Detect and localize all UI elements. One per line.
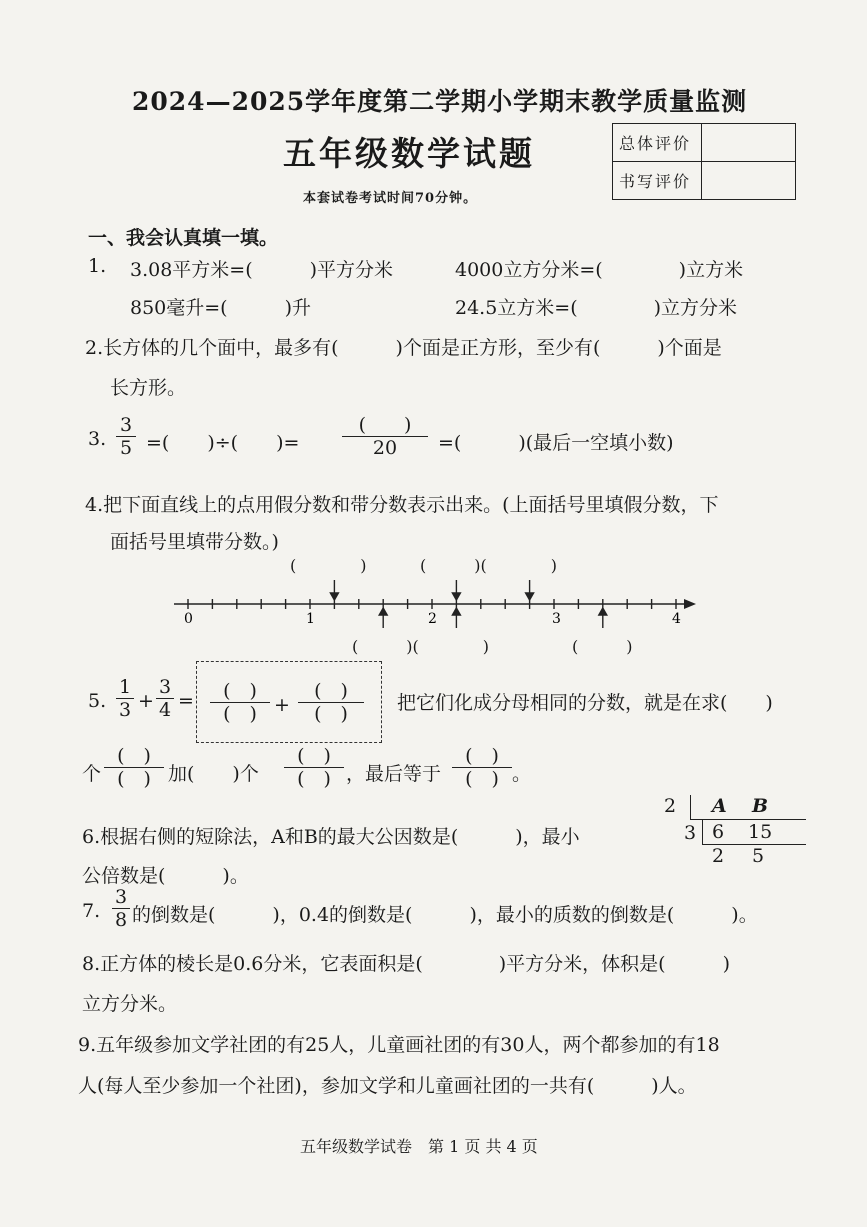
q5-blank-5-denominator: ( ) bbox=[452, 767, 512, 790]
number-line-arrowhead bbox=[684, 599, 696, 609]
q9-line1: 9.五年级参加文学社团的有25人，儿童画社团的有30人，两个都参加的有18 bbox=[78, 1034, 720, 1056]
evaluation-table bbox=[612, 123, 796, 200]
q5-equals: = bbox=[178, 690, 194, 712]
q3-fraction bbox=[116, 414, 136, 459]
q5-blank-3-denominator: ( ) bbox=[104, 767, 164, 790]
q5-text2: ，最后等于 bbox=[346, 763, 442, 785]
q5-a-numerator: 1 bbox=[118, 676, 132, 698]
q5-ge-1: 个 bbox=[82, 763, 102, 785]
up-arrow-icon bbox=[379, 608, 387, 628]
division-r2a: 2 bbox=[712, 845, 725, 867]
q3-fraction-numerator: 3 bbox=[119, 414, 133, 436]
division-r1a: 6 bbox=[712, 821, 725, 843]
q1-part-c: 850毫升=( )升 bbox=[130, 297, 312, 319]
q6-line1: 6.根据右侧的短除法，A和B的最大公因数是( )，最小 bbox=[82, 826, 580, 848]
division-divisor-2: 2 bbox=[664, 795, 677, 817]
q5-a-denominator: 3 bbox=[116, 698, 134, 721]
q5-blank-4-numerator: ( ) bbox=[297, 745, 331, 767]
q5-end: 。 bbox=[512, 763, 532, 785]
tick-label-1: 1 bbox=[306, 611, 315, 627]
tick-label-2: 2 bbox=[428, 611, 437, 627]
q5-blank-1-numerator: ( ) bbox=[223, 680, 257, 702]
exam-header-line: 2024—2025学年度第二学期小学期末教学质量监测 bbox=[132, 87, 748, 116]
division-line-1 bbox=[690, 819, 806, 820]
q7-fraction bbox=[112, 886, 130, 931]
q3-fraction-denominator: 5 bbox=[116, 436, 136, 459]
q5-jia: 加( )个 bbox=[168, 763, 259, 785]
q5-b-numerator: 3 bbox=[158, 676, 172, 698]
division-bracket-1 bbox=[690, 795, 691, 819]
q3-middle: =( )÷( )= bbox=[146, 432, 300, 454]
q6-line2: 公倍数是( )。 bbox=[82, 865, 249, 887]
q5-blank-1-denominator: ( ) bbox=[210, 702, 270, 725]
q5-box-plus: + bbox=[274, 694, 290, 716]
q5-blank-3-numerator: ( ) bbox=[117, 745, 151, 767]
q4-bottom-bracket-2: ( ) bbox=[572, 637, 633, 656]
q5-fraction-a bbox=[116, 676, 134, 721]
q5-plus: + bbox=[138, 690, 154, 712]
q1-number: 1. bbox=[88, 255, 107, 277]
q2-line2: 长方形。 bbox=[110, 377, 187, 399]
q1-part-a: 3.08平方米=( )平方分米 bbox=[130, 259, 394, 281]
division-bracket-2 bbox=[702, 820, 703, 844]
q4-line2: 面括号里填带分数。) bbox=[110, 531, 279, 553]
eval-overall-label: 总体评价 bbox=[613, 124, 702, 162]
exam-time-note: 本套试卷考试时间70分钟。 bbox=[303, 191, 478, 206]
q4-bottom-bracket-1: ( )( ) bbox=[352, 637, 489, 656]
q5-b-denominator: 4 bbox=[156, 698, 174, 721]
down-arrow-icon bbox=[452, 580, 460, 600]
q3-number: 3. bbox=[88, 428, 107, 450]
q7-number: 7. bbox=[82, 900, 101, 922]
q8-line1: 8.正方体的棱长是0.6分米，它表面积是( )平方分米，体积是( ) bbox=[82, 953, 730, 975]
division-divisor-3: 3 bbox=[684, 822, 697, 844]
section-heading: 一、我会认真填一填。 bbox=[88, 227, 279, 249]
division-col-a: A bbox=[712, 795, 727, 817]
up-arrow-icon bbox=[599, 608, 607, 628]
division-col-b: B bbox=[752, 795, 769, 817]
q4-top-bracket-1: ( ) bbox=[290, 556, 367, 575]
q4-line1: 4.把下面直线上的点用假分数和带分数表示出来。(上面括号里填假分数，下 bbox=[85, 494, 719, 516]
q5-blank-4-denominator: ( ) bbox=[284, 767, 344, 790]
q9-line2: 人(每人至少参加一个社团)，参加文学和儿童画社团的一共有( )人。 bbox=[78, 1075, 697, 1097]
q3-blank-numerator: ( ) bbox=[358, 414, 412, 436]
exam-title: 五年级数学试题 bbox=[283, 134, 535, 173]
q5-number: 5. bbox=[88, 690, 107, 712]
q7-denominator: 8 bbox=[112, 908, 130, 931]
tick-label-4: 4 bbox=[672, 611, 681, 627]
q5-blank-fraction-5 bbox=[452, 745, 512, 790]
q5-blank-fraction-1 bbox=[210, 680, 270, 725]
q5-fraction-b bbox=[156, 676, 174, 721]
q5-blank-2-numerator: ( ) bbox=[314, 680, 348, 702]
q5-blank-fraction-4 bbox=[284, 745, 344, 790]
q5-blank-5-numerator: ( ) bbox=[465, 745, 499, 767]
tick-label-0: 0 bbox=[184, 611, 193, 627]
q8-line2: 立方分米。 bbox=[82, 993, 178, 1015]
q3-tail: =( )(最后一空填小数) bbox=[438, 432, 674, 454]
q4-top-bracket-2: ( )( ) bbox=[420, 556, 557, 575]
q7-text: 的倒数是( )，0.4的倒数是( )，最小的质数的倒数是( )。 bbox=[132, 904, 758, 926]
division-r2b: 5 bbox=[752, 845, 765, 867]
tick-label-3: 3 bbox=[552, 611, 561, 627]
q3-blank-denominator: 20 bbox=[342, 436, 428, 459]
eval-writing-label: 书写评价 bbox=[613, 162, 702, 200]
q1-part-d: 24.5立方米=( )立方分米 bbox=[455, 297, 738, 319]
q3-fraction-blank bbox=[342, 414, 428, 459]
up-arrow-icon bbox=[452, 608, 460, 628]
division-r1b: 15 bbox=[748, 821, 773, 843]
down-arrow-icon bbox=[526, 580, 534, 600]
q7-numerator: 3 bbox=[114, 886, 128, 908]
eval-overall-field[interactable] bbox=[702, 124, 796, 162]
q2-line1: 2.长方体的几个面中，最多有( )个面是正方形，至少有( )个面是 bbox=[85, 337, 722, 359]
eval-writing-field[interactable] bbox=[702, 162, 796, 200]
q5-blank-2-denominator: ( ) bbox=[298, 702, 364, 725]
q5-blank-fraction-2 bbox=[298, 680, 364, 725]
down-arrow-icon bbox=[330, 580, 338, 600]
page-footer: 五年级数学试卷 第 1 页 共 4 页 bbox=[300, 1137, 538, 1156]
q1-part-b: 4000立方分米=( )立方米 bbox=[455, 259, 744, 281]
q5-text1: 把它们化成分母相同的分数，就是在求( ) bbox=[397, 692, 773, 714]
q5-blank-fraction-3 bbox=[104, 745, 164, 790]
